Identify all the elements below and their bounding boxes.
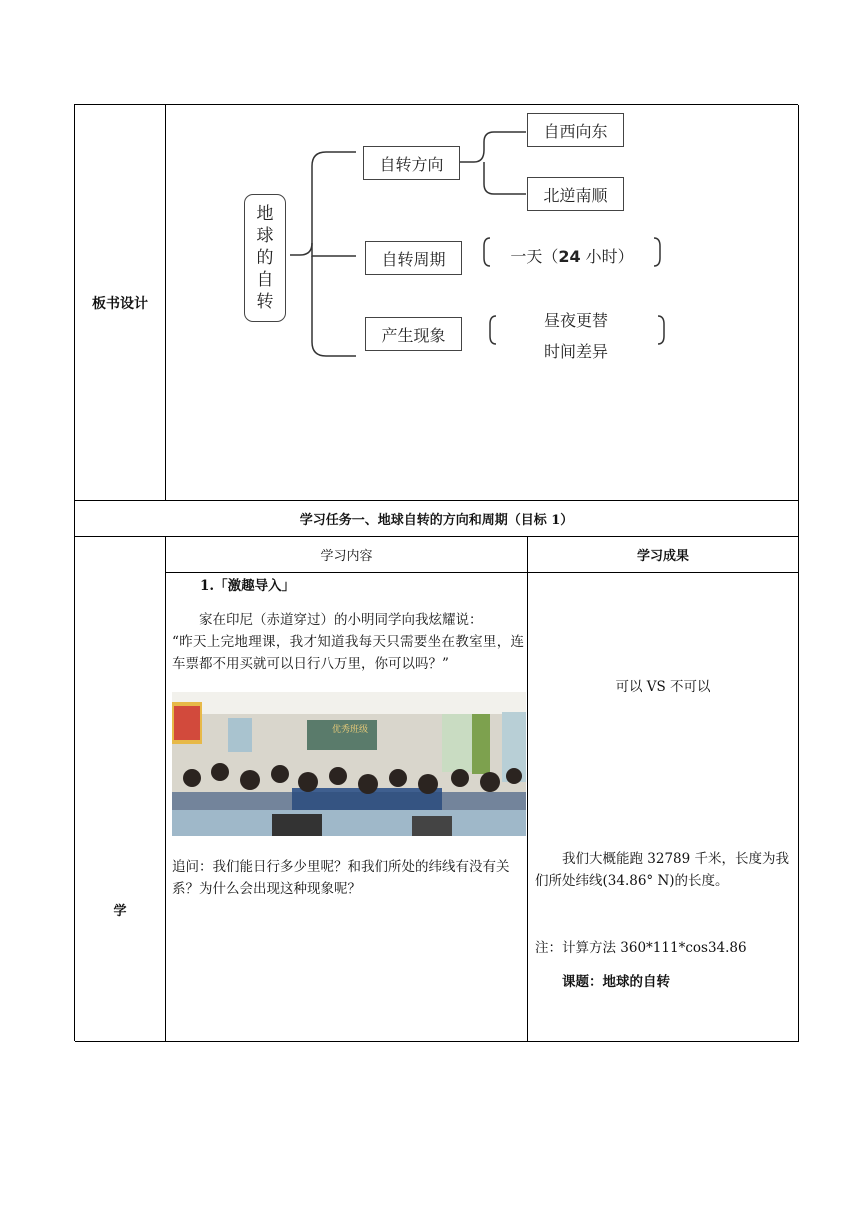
result-note: 注：计算方法 360*111*cos34.86 [535,940,747,956]
classroom-photo-image [172,692,526,836]
direction-child-box: 自西向东 [527,113,624,147]
phenomena-detail: 昼夜更替 [543,311,608,330]
mindmap-center-box [244,194,286,322]
branch-direction-box: 自转方向 [363,146,460,180]
followup-question: 追问：我们能日行多少里呢？和我们所处的纬线有没有关系？为什么会出现这种现象呢？ [172,859,510,897]
phenomena-detail: 时间差异 [543,342,608,361]
classroom-photo [172,692,526,836]
center-char: 自 [256,270,274,290]
period-detail: 一天（24 小时） [510,247,634,266]
result-header: 学习成果 [636,549,689,564]
task-title: 学习任务一、地球自转的方向和周期（目标 1） [299,513,574,528]
photo-banner-text: 优秀班级 [331,725,369,735]
content-heading: 1.「激趣导入」 [200,578,296,594]
branch-phenomena-box: 产生现象 [365,317,462,351]
center-char: 的 [256,248,274,268]
center-char: 球 [256,226,274,246]
board-design-label: 板书设计 [92,295,148,312]
content-header: 学习内容 [320,549,373,564]
direction-child-box: 北逆南顺 [527,177,624,211]
center-char: 地 [256,204,274,224]
side-label: 学 [113,903,127,919]
branch-period-box: 自转周期 [365,241,462,275]
result-topic: 课题：地球的自转 [562,974,670,990]
result-distance: 我们大概能跑 32789 千米，长度为我们所处纬线(34.86° N)的长度。 [535,851,790,889]
result-answer: 可以 VS 不可以 [615,679,711,695]
content-paragraph: 家在印尼（赤道穿过）的小明同学向我炫耀说： “昨天上完地理课，我才知道我每天只需要坐在教室里，连车票都不用买就可以日行八万里，你可以吗？” [172,612,524,672]
center-char: 转 [256,292,274,312]
